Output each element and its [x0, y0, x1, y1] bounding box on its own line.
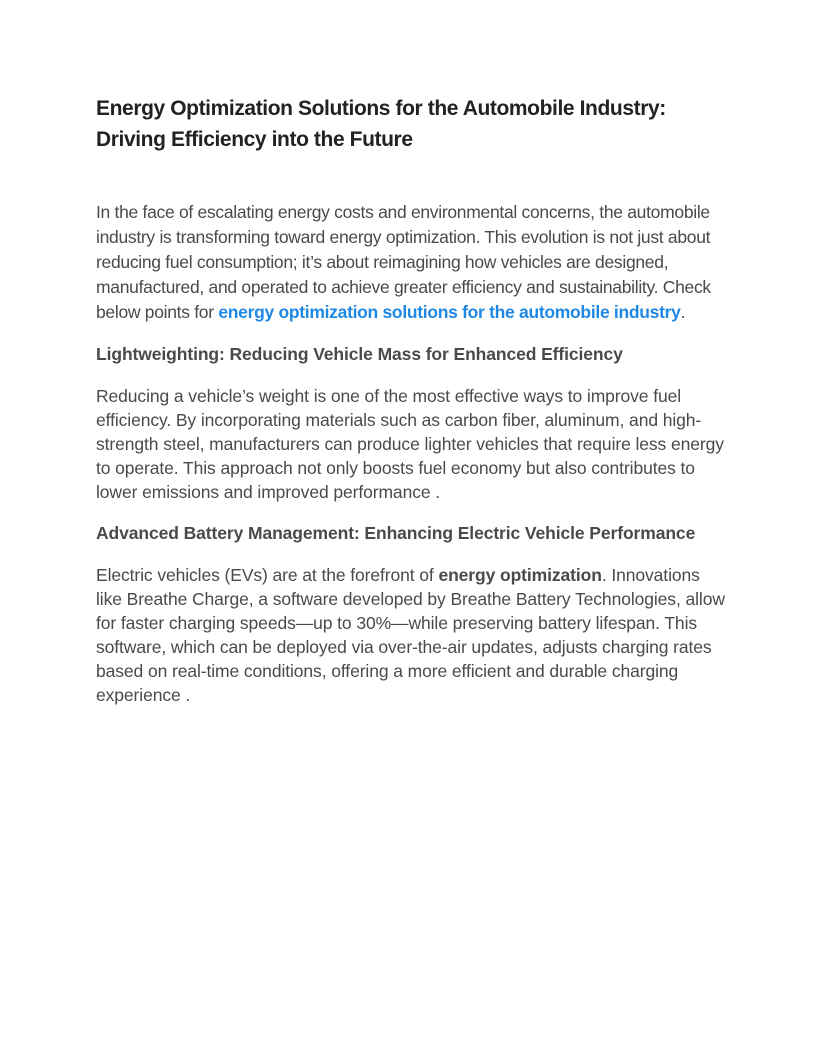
- energy-optimization-link[interactable]: energy optimization solutions for the automobile industry: [218, 302, 681, 322]
- battery-body-bold-term: energy optimization: [438, 565, 602, 585]
- section-heading-battery-management: Advanced Battery Management: Enhancing Electric Vehicle Performance: [96, 523, 696, 543]
- page-title: [96, 93, 726, 155]
- section-heading-lightweighting: Lightweighting: Reducing Vehicle Mass for Enhanced Efficiency: [96, 344, 623, 364]
- document-page: [96, 93, 726, 707]
- section-body-battery-management: [96, 563, 726, 707]
- title-line-1: Energy Optimization Solutions for the Automobile Industry:: [96, 97, 666, 120]
- intro-text: In the face of escalating energy costs and environmental concerns, the automobile industry is transforming toward energy optimization. This evolution is not just about reducing fuel consumption; it’s about reimagining how vehicles are designed, manufactured, and operated to achieve greater efficiency and sustainability. Check below points for: [96, 202, 711, 322]
- battery-body-prefix: Electric vehicles (EVs) are at the forefront of: [96, 565, 439, 585]
- intro-suffix: .: [680, 302, 686, 322]
- title-line-2: Driving Efficiency into the Future: [96, 128, 413, 151]
- battery-body-rest: . Innovations like Breathe Charge, a software developed by Breathe Battery Technologies, allow for faster charging speeds—up to 30%—while preserving battery lifespan. This software, which can be deployed via over-the-air updates, adjusts charging rates based on real-time conditions, offering a more efficient and durable charging experience .: [96, 565, 725, 705]
- section-body-lightweighting: Reducing a vehicle’s weight is one of the most effective ways to improve fuel efficiency. By incorporating materials such as carbon fiber, aluminum, and high-strength steel, manufacturers can produce lighter vehicles that require less energy to operate. This approach not only boosts fuel economy but also contributes to lower emissions and improved performance .: [96, 386, 724, 502]
- intro-paragraph: [96, 200, 726, 325]
